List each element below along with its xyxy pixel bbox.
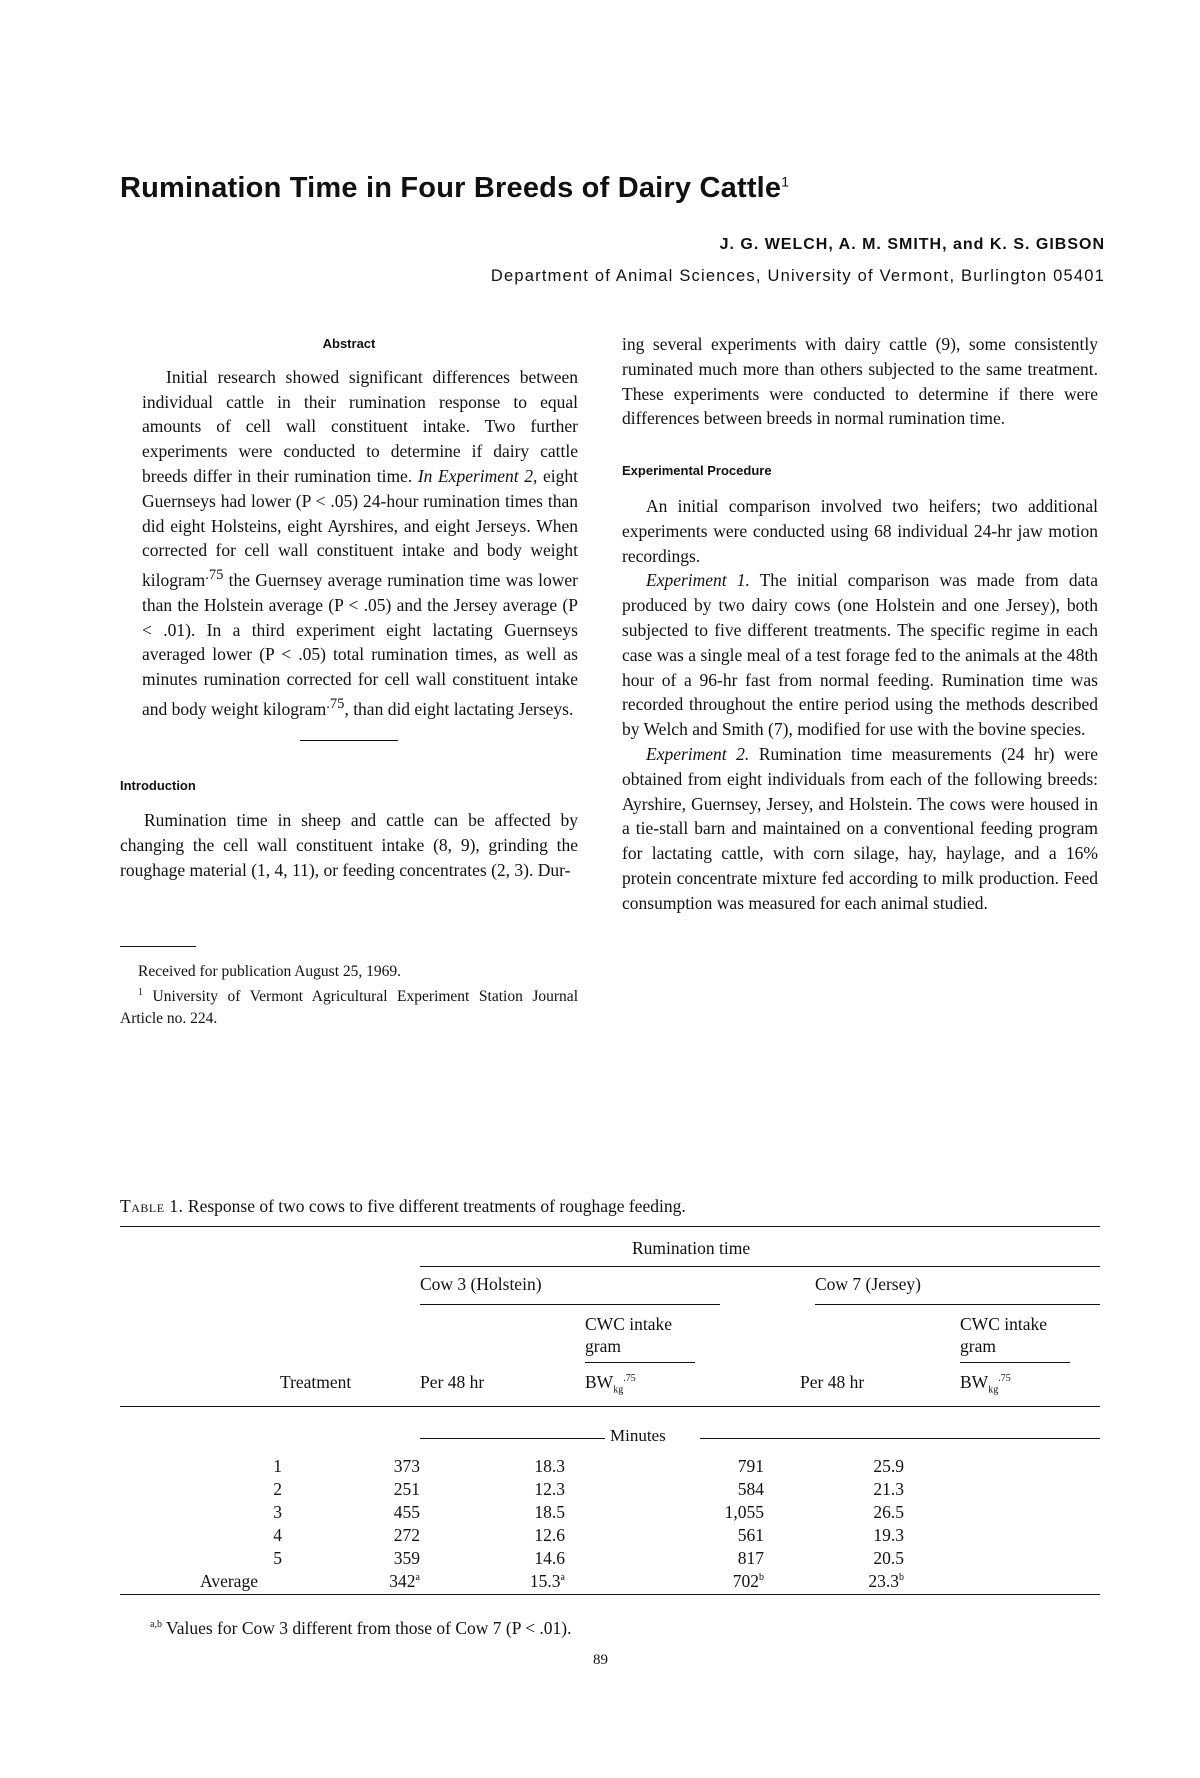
cwc-fraction-cow7 bbox=[960, 1362, 1070, 1363]
cow7-per48-cell: 817 bbox=[737, 1548, 764, 1568]
treatment-header: Treatment bbox=[280, 1372, 352, 1392]
cow7-cwc-cell: 26.5 bbox=[873, 1502, 904, 1522]
treatment-cell: 4 bbox=[273, 1525, 282, 1545]
cow3-per48-cell: 342$^a$ bbox=[389, 1571, 420, 1591]
cow3-cwc-cell: 12.3 bbox=[534, 1479, 565, 1499]
cow3-per48-cell: 373 bbox=[393, 1456, 420, 1476]
cow7-cwc-cell: 19.3 bbox=[873, 1525, 904, 1545]
table-bottom-rule bbox=[120, 1594, 1100, 1595]
introduction-continued: ing several experiments with dairy cattle (9), some consistently ruminated much more than others subjected to the same treatment. These experiments were conducted to determine if there were differences between breeds in normal rumination time. bbox=[622, 334, 1098, 429]
minutes-label: Minutes bbox=[610, 1426, 666, 1445]
right-column bbox=[622, 332, 1098, 916]
cow3-per48-cell: 455 bbox=[393, 1502, 420, 1522]
cow-3-rule bbox=[420, 1304, 720, 1305]
average-label: Average bbox=[200, 1571, 258, 1591]
bw-header-cow3: $BW_{kg}^{.75}$ bbox=[585, 1372, 636, 1396]
cow7-cwc-cell: 20.5 bbox=[873, 1548, 904, 1568]
treatment-cell: 5 bbox=[273, 1548, 282, 1568]
authors: J. G. WELCH, A. M. SMITH, and K. S. GIBSON bbox=[719, 236, 1105, 253]
introduction-heading: Introduction bbox=[120, 777, 196, 793]
abstract-heading: Abstract bbox=[322, 336, 376, 351]
cow3-cwc-cell: 18.3 bbox=[534, 1456, 565, 1476]
cow3-per48-cell: 272 bbox=[393, 1525, 420, 1545]
cow-7-header: Cow 7 (Jersey) bbox=[815, 1274, 921, 1294]
station-note: $^1$ University of Vermont Agricultural Experiment Station Journal Article no. 224. bbox=[120, 987, 578, 1027]
experiment-1-text: Experiment 1. The initial comparison was made from data produced by two dairy cows (one Holstein and one Jersey), both subjected to five different treatments. The specific regime in each case was a single meal of a test forage fed to the animals at the 48th hour of a 96-hr fast from normal feeding. Rumination time was recorded throughout the entire period using the methods described by Welch and Smith (7), modified for use with the bovine species. bbox=[622, 570, 1098, 740]
minutes-rule-left bbox=[420, 1438, 605, 1439]
received-note: Received for publication August 25, 1969. bbox=[138, 963, 402, 981]
abstract-body bbox=[120, 365, 578, 722]
cow3-cwc-cell: 15.3$^a$ bbox=[529, 1571, 565, 1591]
cow7-per48-cell: 584 bbox=[737, 1479, 764, 1499]
table-1 bbox=[120, 1226, 1100, 1606]
minutes-rule-right bbox=[700, 1438, 1100, 1439]
introduction-text: Rumination time in sheep and cattle can be affected by changing the cell wall constituent intake (8, 9), grinding the roughage material (1, 4, 11), or feeding concentrates (2, 3). Dur- bbox=[120, 810, 578, 880]
per48-header-cow3: Per 48 hr bbox=[420, 1372, 485, 1392]
cow3-cwc-cell: 14.6 bbox=[534, 1548, 565, 1568]
left-column bbox=[120, 332, 578, 1029]
procedure-intro: An initial comparison involved two heifers; two additional experiments were conducted using 68 individual 24-hr jaw motion recordings. bbox=[622, 495, 1098, 566]
cow7-cwc-cell: 23.3$^b$ bbox=[868, 1571, 904, 1591]
title-footnote-mark: 1 bbox=[781, 173, 790, 190]
abstract-text: Initial research showed significant differences between individual cattle in their rumination response to equal amounts of cell wall constituent intake. Two further experiments were conducted to determine if dairy cattle breeds differ in their rumination time. In Experiment 2, eight Guernseys had lower (P < .05) 24-hour rumination times than did eight Holsteins, eight Ayrshires, and eight Jerseys. When corrected for cell wall constituent intake and body weight kilogram$^{.75}$ the Guernsey average rumination time was lower than the Holstein average (P < .05) and the Jersey average (P < .01). In a third experiment eight lactating Guernseys averaged lower (P < .05) total rumination times, as well as minutes rumination corrected for cell wall constituent intake and body weight kilogram$^{.75}$, than did eight lactating Jerseys. bbox=[142, 366, 579, 719]
spanner-header: Rumination time bbox=[632, 1238, 751, 1258]
cow-3-header: Cow 3 (Holstein) bbox=[420, 1274, 542, 1294]
spanner-rule bbox=[420, 1266, 1100, 1267]
procedure-heading: Experimental Procedure bbox=[622, 463, 772, 479]
cwc-header-cow7: CWC intake gram bbox=[960, 1314, 1047, 1356]
cow7-per48-cell: 702$^b$ bbox=[732, 1571, 764, 1591]
cwc-header-cow3: CWC intake gram bbox=[585, 1314, 672, 1356]
table-note: $^{a,b}$ Values for Cow 3 different from those of Cow 7 (P < .01). bbox=[150, 1618, 572, 1638]
footnote-divider bbox=[120, 946, 196, 947]
cwc-fraction-cow3 bbox=[585, 1362, 695, 1363]
table-top-rule bbox=[120, 1226, 1100, 1227]
header-bottom-rule bbox=[120, 1406, 1100, 1407]
table-caption: Table 1. Response of two cows to five different treatments of roughage feeding. bbox=[120, 1196, 686, 1216]
treatment-cell: 1 bbox=[273, 1456, 282, 1476]
bw-header-cow7: $BW_{kg}^{.75}$ bbox=[960, 1372, 1011, 1396]
cow7-cwc-cell: 25.9 bbox=[873, 1456, 904, 1476]
cow7-per48-cell: 791 bbox=[737, 1456, 764, 1476]
cow-7-rule bbox=[815, 1304, 1100, 1305]
cow7-cwc-cell: 21.3 bbox=[873, 1479, 904, 1499]
experiment-2-text: Experiment 2. Rumination time measurements (24 hr) were obtained from eight individuals from each of the following breeds: Ayrshire, Guernsey, Jersey, and Holstein. The cows were housed in a tie-stall barn and maintained on a conventional feeding program for lactating cattle, with corn silage, hay, haylage, and a 16% protein concentrate mixture fed according to milk production. Feed consumption was measured for each animal studied. bbox=[622, 743, 1098, 913]
article-title: Rumination Time in Four Breeds of Dairy Cattle$^1$ bbox=[120, 172, 790, 204]
per48-header-cow7: Per 48 hr bbox=[800, 1372, 865, 1392]
cow3-per48-cell: 251 bbox=[393, 1479, 420, 1499]
cow3-per48-cell: 359 bbox=[393, 1548, 420, 1568]
cow7-per48-cell: 561 bbox=[737, 1525, 764, 1545]
cow3-cwc-cell: 12.6 bbox=[534, 1525, 565, 1545]
cow7-per48-cell: 1,055 bbox=[724, 1502, 764, 1522]
treatment-cell: 3 bbox=[273, 1502, 282, 1522]
treatment-cell: 2 bbox=[273, 1479, 282, 1499]
footnotes bbox=[120, 961, 578, 1028]
cow3-cwc-cell: 18.5 bbox=[534, 1502, 565, 1522]
abstract-divider bbox=[300, 740, 398, 741]
page-number: 89 bbox=[593, 1652, 608, 1668]
affiliation: Department of Animal Sciences, University of Vermont, Burlington 05401 bbox=[490, 267, 1105, 285]
